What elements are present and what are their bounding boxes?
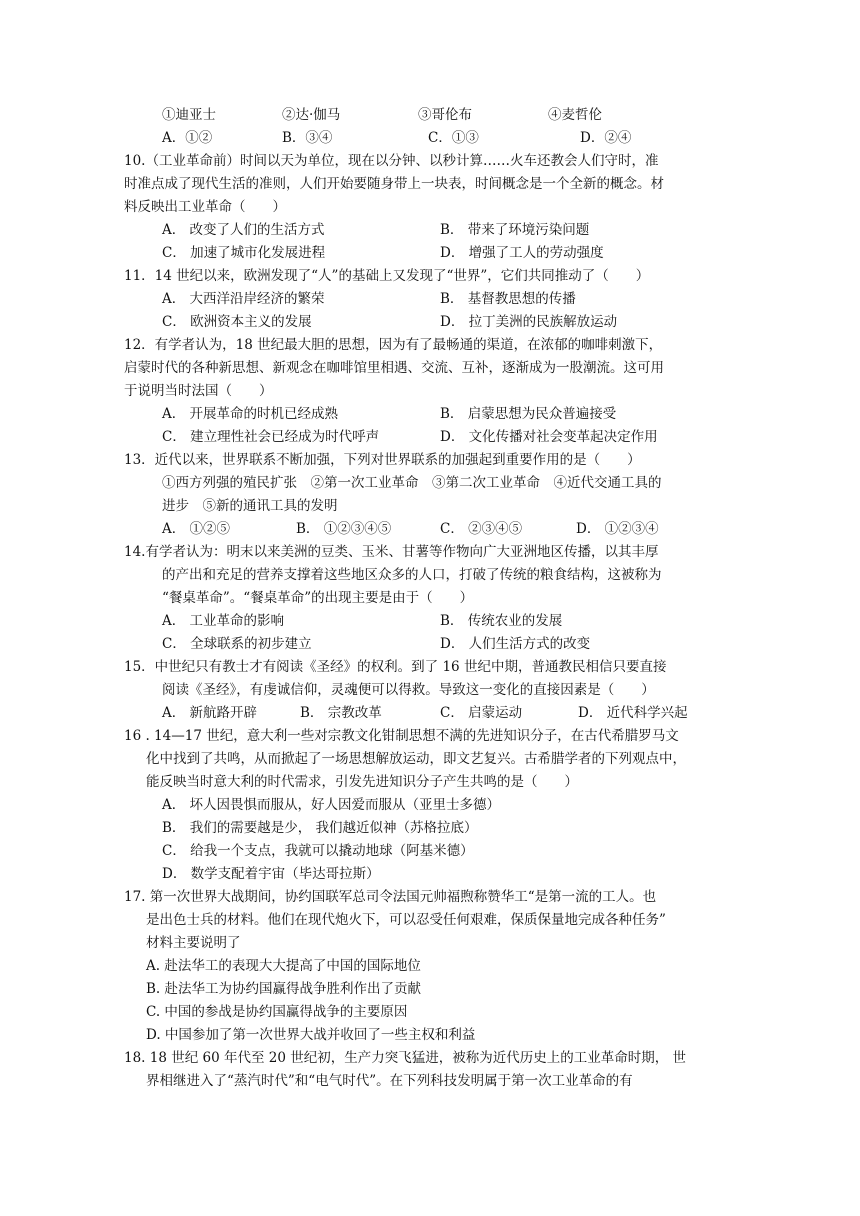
q9-item-4: ④麦哲伦	[548, 107, 602, 123]
q9-item-3: ③哥伦布	[418, 107, 472, 123]
q16-option-b: B． 我们的需要越是少， 我们越近似神（苏格拉底）	[162, 820, 478, 836]
q15-option-c: C． 启蒙运动	[440, 705, 523, 721]
q12-option-a: A． 开展革命的时机已经成熟	[162, 406, 339, 422]
q17-stem-line-3: 材料主要说明了	[146, 935, 241, 951]
q16-stem-line-1: 16 . 14—17 世纪，意大利一些对宗教文化钳制思想不满的先进知识分子，在古代希腊罗马文	[124, 728, 679, 744]
q13-stem-line-1: 13．近代以来，世界联系不断加强，下列对世界联系的加强起到重要作用的是（ ）	[124, 452, 641, 468]
q10-option-b: B． 带来了环境污染问题	[440, 222, 590, 238]
q14-option-d: D． 人们生活方式的改变	[440, 636, 591, 652]
q15-stem-line-2: 阅读《圣经》，有虔诚信仰，灵魂便可以得救。导致这一变化的直接因素是（ ）	[162, 682, 655, 698]
q16-stem-line-2: 化中找到了共鸣，从而掀起了一场思想解放运动，即文艺复兴。古希腊学者的下列观点中，	[146, 751, 686, 767]
q14-stem-line-3: “餐桌革命”。“餐桌革命”的出现主要是由于（ ）	[162, 590, 474, 606]
q17-option-a: A. 赴法华工的表现大大提高了中国的国际地位	[146, 958, 421, 974]
q15-option-b: B． 宗教改革	[300, 705, 382, 721]
q11-option-d: D． 拉丁美洲的民族解放运动	[440, 314, 618, 330]
q16-option-c: C． 给我一个支点，我就可以撬动地球（阿基米德）	[162, 843, 474, 859]
q9-item-1: ①迪亚士	[162, 107, 216, 123]
q12-option-d: D． 文化传播对社会变革起决定作用	[440, 429, 658, 445]
q12-stem-line-3: 于说明当时法国（ ）	[124, 383, 273, 399]
q12-stem-line-1: 12．有学者认为，18 世纪最大胆的思想，因为有了最畅通的渠道，在浓郁的咖啡刺激下，	[124, 337, 663, 353]
q9-option-c: C．①③	[428, 130, 479, 146]
q13-option-b: B． ①②③④⑤	[296, 521, 392, 537]
q9-option-d: D．②④	[580, 130, 632, 146]
q9-option-a: A．①②	[162, 130, 213, 146]
q15-stem-line-1: 15．中世纪只有教士才有阅读《圣经》的权利。到了 16 世纪中期，普通教民相信只要直接	[124, 659, 667, 675]
q15-option-a: A． 新航路开辟	[162, 705, 258, 721]
q10-option-d: D． 增强了工人的劳动强度	[440, 245, 604, 261]
q14-option-c: C． 全球联系的初步建立	[162, 636, 312, 652]
q9-item-2: ②达·伽马	[282, 107, 341, 123]
q15-option-d: D． 近代科学兴起	[578, 705, 688, 721]
q18-stem-line-2: 界相继进入了“蒸汽时代”和“电气时代”。在下列科技发明属于第一次工业革命的有	[146, 1073, 633, 1089]
q11-stem-line-1: 11．14 世纪以来，欧洲发现了“人”的基础上又发现了“世界”，它们共同推动了（ ）	[124, 268, 650, 284]
q13-option-d: D． ①②③④	[576, 521, 659, 537]
q10-stem-line-1: 10.（工业革命前）时间以天为单位，现在以分钟、以秒计算……火车还教会人们守时，准	[124, 153, 659, 169]
q16-option-a: A． 坏人因畏惧而服从，好人因爱而服从（亚里士多德）	[162, 797, 501, 813]
q13-stem-line-3: 进步 ⑤新的通讯工具的发明	[162, 498, 338, 514]
q11-option-a: A． 大西洋沿岸经济的繁荣	[162, 291, 325, 307]
q18-stem-line-1: 18. 18 世纪 60 年代至 20 世纪初，生产力突飞猛进，被称为近代历史上的工业革命时期， 世	[124, 1050, 687, 1066]
q14-option-a: A． 工业革命的影响	[162, 613, 285, 629]
q13-option-a: A． ①②⑤	[162, 521, 231, 537]
q17-stem-line-1: 17. 第一次世界大战期间，协约国联军总司令法国元帅福煦称赞华工“是第一流的工人。也	[124, 889, 657, 905]
q12-option-c: C． 建立理性社会已经成为时代呼声	[162, 429, 380, 445]
q10-stem-line-3: 料反映出工业革命（ ）	[124, 199, 286, 215]
q13-stem-line-2: ①西方列强的殖民扩张 ②第一次工业革命 ③第二次工业革命 ④近代交通工具的	[162, 475, 662, 491]
q14-stem-line-2: 的产出和充足的营养支撑着这些地区众多的人口，打破了传统的粮食结构，这被称为	[162, 567, 662, 583]
q17-stem-line-2: 是出色士兵的材料。他们在现代炮火下，可以忍受任何艰难，保质保量地完成各种任务”	[146, 912, 666, 928]
q11-option-b: B． 基督教思想的传播	[440, 291, 576, 307]
q14-stem-line-1: 14.有学者认为：明末以来美洲的豆类、玉米、甘薯等作物向广大亚洲地区传播，以其丰厚	[124, 544, 659, 560]
q12-stem-line-2: 启蒙时代的各种新思想、新观念在咖啡馆里相遇、交流、互补，逐渐成为一股潮流。这可用	[124, 360, 664, 376]
q9-option-b: B．③④	[282, 130, 333, 146]
q10-option-c: C． 加速了城市化发展进程	[162, 245, 326, 261]
q17-option-d: D. 中国参加了第一次世界大战并收回了一些主权和利益	[146, 1027, 476, 1043]
q10-stem-line-2: 时准点成了现代生活的准则，人们开始要随身带上一块表，时间概念是一个全新的概念。材	[124, 176, 664, 192]
q17-option-b: B. 赴法华工为协约国赢得战争胜利作出了贡献	[146, 981, 422, 997]
q12-option-b: B． 启蒙思想为民众普遍接受	[440, 406, 617, 422]
q16-stem-line-3: 能反映当时意大利的时代需求，引发先进知识分子产生共鸣的是（ ）	[146, 774, 578, 790]
q14-option-b: B． 传统农业的发展	[440, 613, 563, 629]
q10-option-a: A． 改变了人们的生活方式	[162, 222, 325, 238]
q11-option-c: C． 欧洲资本主义的发展	[162, 314, 312, 330]
q16-option-d: D． 数学支配着宇宙（毕达哥拉斯）	[162, 866, 380, 882]
q13-option-c: C． ②③④⑤	[440, 521, 523, 537]
q17-option-c: C. 中国的参战是协约国赢得战争的主要原因	[146, 1004, 408, 1020]
